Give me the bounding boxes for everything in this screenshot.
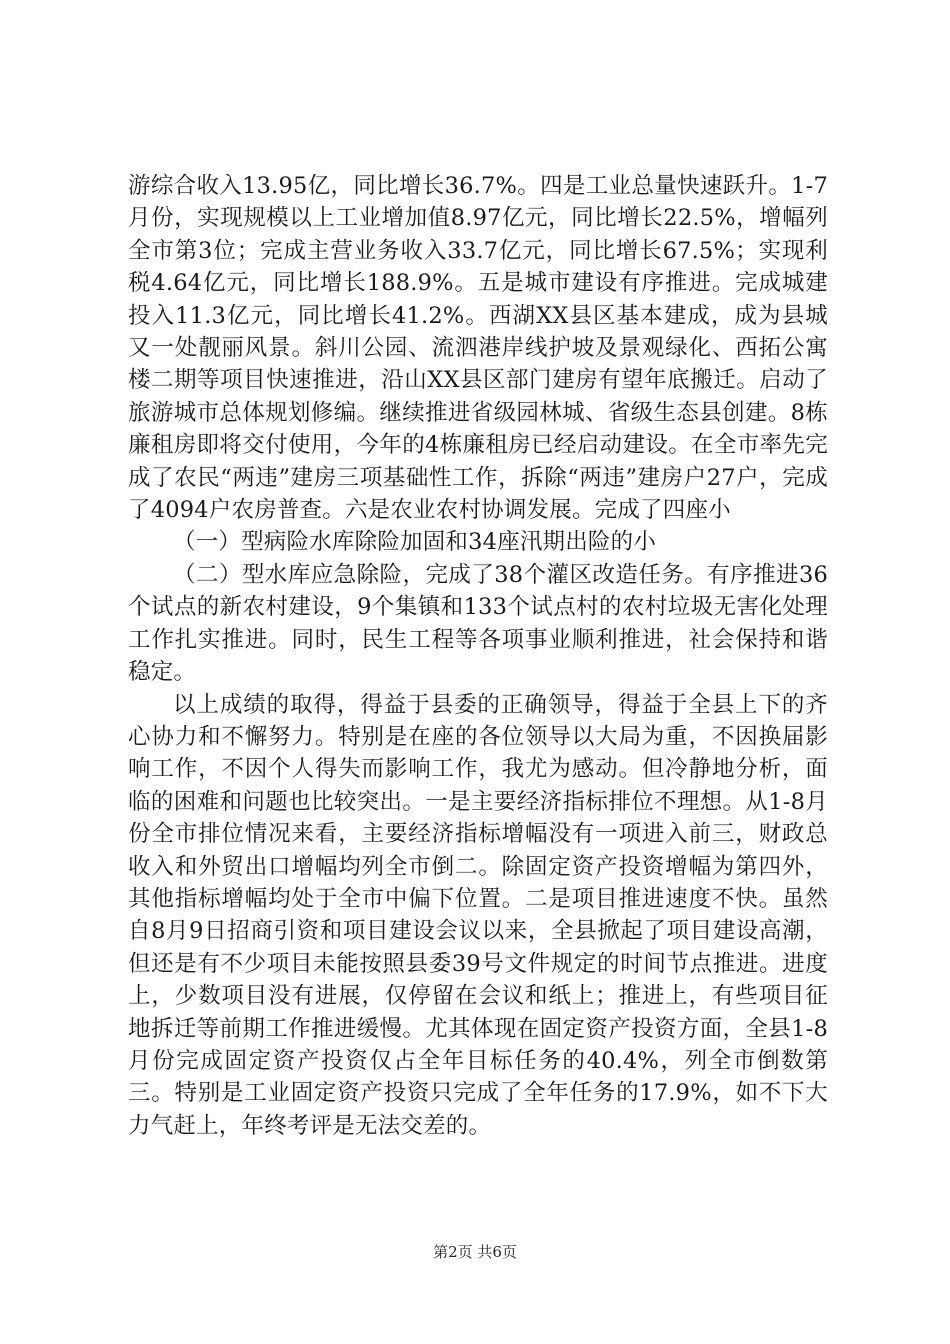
paragraph-reservoir-type-one: （一）型病险水库除险加固和34座汛期出险的小 [173, 529, 657, 556]
paragraph-reservoir-type-two: （二）型水库应急除险，完成了38个灌区改造任务。有序推进36个试点的新农村建设，9个集镇和133个试点村的农村垃圾无害化处理工作扎实推进。同时，民生工程等各项事业顺利推进，社会保持和谐稳定。 [128, 561, 828, 686]
paragraph-continued: 游综合收入13.95亿，同比增长36.7%。四是工业总量快速跃升。1-7月份，实现规模以上工业增加值8.97亿元，同比增长22.5%，增幅列全市第3位；完成主营业务收入33.7亿元，同比增长67.5%；实现利税4.64亿元，同比增长188.9%。五是城市建设有序推进。完成城建投入11.3亿元，同比增长41.2%。西湖XX县区基本建成，成为县城又一处靓丽风景。斜川公园、流泗港岸线护坡及景观绿化、西拓公寓楼二期等项目快速推进，沿山XX县区部门建房有望年底搬迁。启动了旅游城市总体规划修编。继续推进省级园林城、省级生态县创建。8栋廉租房即将交付使用，今年的4栋廉租房已经启动建设。在全市率先完成了农民“两违”建房三项基础性工作，拆除“两违”建房户27户，完成了4094户农房普查。六是农业农村协调发展。完成了四座小 [128, 173, 828, 524]
page-footer: 第2页 共6页 [433, 1243, 517, 1261]
paragraph-achievements-and-problems: 以上成绩的取得，得益于县委的正确领导，得益于全县上下的齐心协力和不懈努力。特别是在座的各位领导以大局为重，不因换届影响工作，不因个人得失而影响工作，我尤为感动。但冷静地分析，面临的困难和问题也比较突出。一是主要经济指标排位不理想。从1-8月份全市排位情况来看，主要经济指标增幅没有一项进入前三，财政总收入和外贸出口增幅均列全市倒二。除固定资产投资增幅为第四外，其他指标增幅均处于全市中偏下位置。二是项目推进速度不快。虽然自8月9日招商引资和项目建设会议以来，全县掀起了项目建设高潮，但还是有不少项目未能按照县委39号文件规定的时间节点推进。进度上，少数项目没有进展，仅停留在会议和纸上；推进上，有些项目征地拆迁等前期工作推进缓慢。尤其体现在固定资产投资方面，全县1-8月份完成固定资产投资仅占全年目标任务的40.4%，列全市倒数第三。特别是工业固定资产投资只完成了全年任务的17.9%，如不下大力气赶上，年终考评是无法交差的。 [128, 691, 828, 1139]
document-body [128, 170, 828, 1142]
